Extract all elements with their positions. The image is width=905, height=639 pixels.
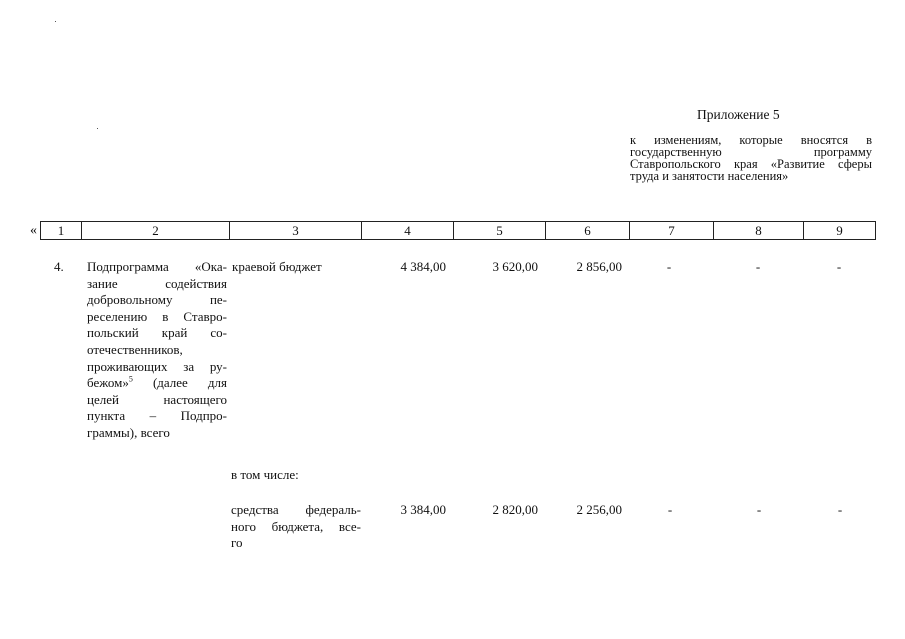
federal-source-line: средства федераль- bbox=[231, 502, 361, 517]
column-number-header bbox=[40, 221, 876, 240]
value-col-6: 2 856,00 bbox=[576, 259, 622, 274]
federal-source-line: ного бюджета, все- bbox=[231, 518, 361, 534]
subprogram-name-line: граммы), всего bbox=[87, 424, 170, 440]
value-col-7: - bbox=[666, 259, 672, 274]
subprogram-name-line: отечественников, bbox=[87, 341, 183, 357]
subprogram-name-line: реселению в Ставро- bbox=[87, 308, 227, 324]
row-number: 4. bbox=[54, 259, 64, 274]
column-header: 5 bbox=[454, 222, 546, 240]
subprogram-name-line: польский край со- bbox=[87, 325, 227, 341]
column-header: 7 bbox=[630, 222, 714, 240]
appendix-caption: к изменениям, которые вносятся в государственную программу Ставропольского края «Развитие сферы труда и занятости населения» bbox=[630, 133, 872, 183]
federal-value-col-7: - bbox=[667, 502, 673, 517]
funding-source: краевой бюджет bbox=[232, 259, 322, 274]
subprogram-name-line bbox=[87, 375, 227, 392]
subprogram-name-line: целей настоящего bbox=[87, 391, 227, 407]
scan-speck bbox=[55, 21, 56, 22]
subprogram-name-line: добровольному пе- bbox=[87, 292, 227, 308]
column-header: 6 bbox=[546, 222, 630, 240]
value-col-8: - bbox=[755, 259, 761, 274]
subprogram-name bbox=[87, 259, 227, 442]
value-col-5: 3 620,00 bbox=[492, 259, 538, 274]
federal-funding-source bbox=[231, 502, 361, 552]
appendix-title: Приложение 5 bbox=[697, 107, 780, 122]
subprogram-name-line: пункта – Подпро- bbox=[87, 408, 227, 424]
subprogram-name-fragment: (далее для bbox=[132, 375, 227, 391]
column-header: 8 bbox=[714, 222, 804, 240]
scan-speck bbox=[97, 128, 98, 129]
subprogram-name-line: проживающих за ру- bbox=[87, 358, 227, 374]
column-header: 1 bbox=[41, 222, 82, 240]
federal-value-col-9: - bbox=[837, 502, 843, 517]
column-header: 2 bbox=[82, 222, 230, 240]
column-header: 3 bbox=[230, 222, 362, 240]
header-row bbox=[41, 222, 876, 240]
federal-value-col-8: - bbox=[756, 502, 762, 517]
footnote-mark: 5 bbox=[128, 374, 133, 384]
subprogram-name-line: зание содействия bbox=[87, 275, 227, 291]
value-col-9: - bbox=[836, 259, 842, 274]
opening-quote: « bbox=[30, 223, 37, 238]
federal-value-col-4: 3 384,00 bbox=[400, 502, 446, 517]
subprogram-name-line: Подпрограмма «Ока- bbox=[87, 259, 227, 274]
value-col-4: 4 384,00 bbox=[400, 259, 446, 274]
federal-source-line: го bbox=[231, 535, 243, 551]
federal-value-col-6: 2 256,00 bbox=[576, 502, 622, 517]
column-header: 4 bbox=[362, 222, 454, 240]
subprogram-name-fragment: бежом» bbox=[87, 375, 129, 391]
column-header: 9 bbox=[804, 222, 876, 240]
including-label: в том числе: bbox=[231, 467, 299, 482]
federal-value-col-5: 2 820,00 bbox=[492, 502, 538, 517]
